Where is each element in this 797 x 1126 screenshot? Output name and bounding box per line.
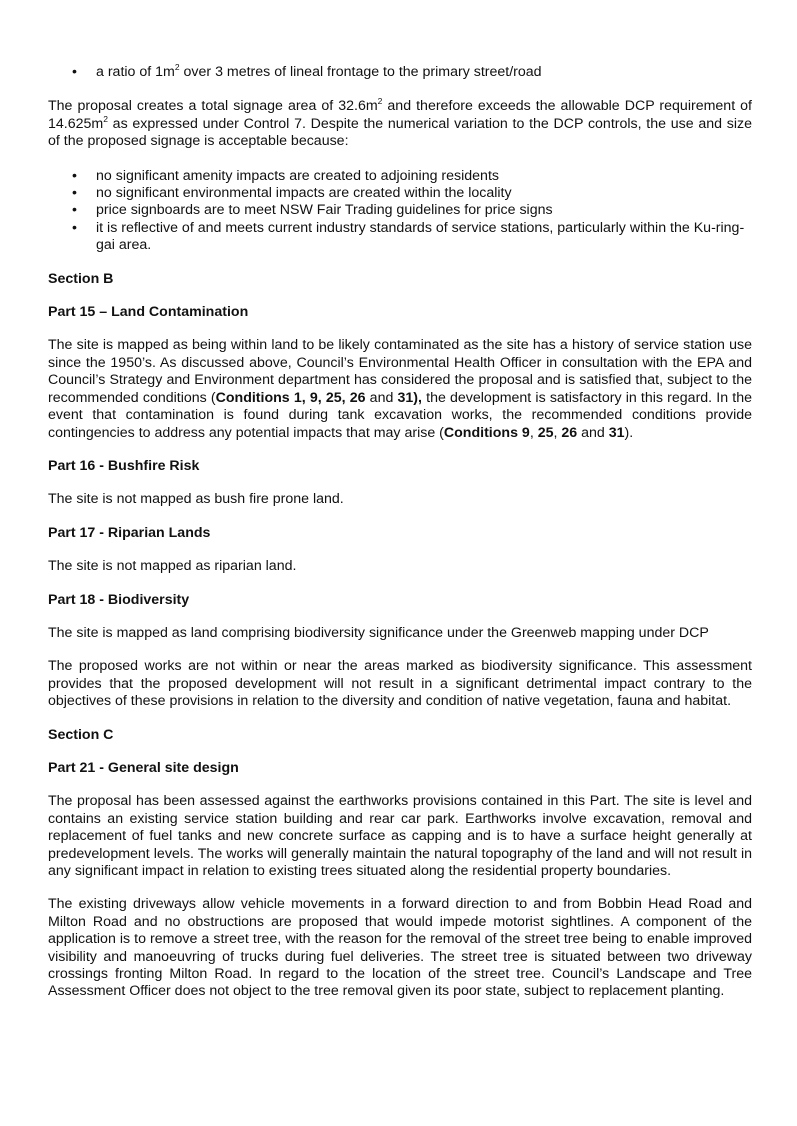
part16-paragraph: The site is not mapped as bush fire prone land. bbox=[48, 491, 344, 508]
part21-paragraph-2: The existing driveways allow vehicle movements in a forward direction to and from Bobbin Head Road and Milton Road and no obstructions are proposed that would impede motorist sightlines. A component of the application is to remove a street tree, with the reason for the removal of the street tree being to enable improved visibility and manoeuvring of trucks during fuel deliveries. The street tree is situated between two driveway crossings fronting Milton Road. In regard to the location of the street tree. Council’s Landscape and Tree Assessment Officer does not object to the tree removal given its poor state, subject to replacement planting. bbox=[48, 896, 752, 1000]
part15-paragraph: The site is mapped as being within land to be likely contaminated as the site has a history of service station use since the 1950’s. As discussed above, Council’s Environmental Health Officer in consultation with the EPA and Council’s Strategy and Environment department has considered the proposal and is satisfied that, subject to the recommended conditions (Conditions 1, 9, 25, 26 and 31), the development is satisfactory in this regard. In the event that contamination is found during tank excavation works, the recommended conditions provide contingencies to address any potential impacts that may arise (Conditions 9, 25, 26 and 31). bbox=[48, 337, 752, 441]
part18-heading: Part 18 - Biodiversity bbox=[48, 591, 190, 608]
document-body bbox=[48, 64, 752, 1001]
section-b-heading: Section B bbox=[48, 270, 114, 287]
part21-paragraph-1: The proposal has been assessed against the earthworks provisions contained in this Part. The site is level and contains an existing service station building and rear car park. Earthworks involve excavation, removal and replacement of fuel tanks and new concrete surface as capping and is to have a surface height generally at predevelopment levels. The works will generally maintain the natural topography of the land and will not result in any significant impact in relation to existing trees situated along the residential property boundaries. bbox=[48, 793, 752, 879]
list-item: • no significant amenity impacts are created to adjoining residents bbox=[48, 168, 752, 185]
part17-paragraph: The site is not mapped as riparian land. bbox=[48, 558, 297, 575]
ratio-bullet-list bbox=[48, 64, 752, 81]
list-item: • a ratio of $1m^2$ over 3 metres of lineal frontage to the primary street/road bbox=[48, 64, 752, 81]
signage-paragraph: The proposal creates a total signage area of $32.6m^2$ and therefore exceeds the allowable DCP requirement of $14.625m^2$ as expressed under Control 7. Despite the numerical variation to the DCP controls, the use and size of the proposed signage is acceptable because: bbox=[48, 96, 752, 150]
part16-heading: Part 16 - Bushfire Risk bbox=[48, 457, 200, 474]
part18-paragraph-1: The site is mapped as land comprising biodiversity significance under the Greenweb mapping under DCP bbox=[48, 624, 709, 641]
list-item: • it is reflective of and meets current industry standards of service stations, particularly within the Ku-ring-gai area. bbox=[48, 220, 752, 255]
part15-heading: Part 15 – Land Contamination bbox=[48, 304, 249, 321]
section-c-heading: Section C bbox=[48, 726, 114, 743]
list-item: • no significant environmental impacts are created within the locality bbox=[48, 185, 752, 202]
signage-reasons-list bbox=[48, 168, 752, 255]
part17-heading: Part 17 - Riparian Lands bbox=[48, 524, 211, 541]
part18-paragraph-2: The proposed works are not within or near the areas marked as biodiversity significance. This assessment provides that the proposed development will not result in a significant detrimental impact contrary to the objectives of these provisions in relation to the diversity and condition of native vegetation, fauna and habitat. bbox=[48, 658, 752, 710]
list-item: • price signboards are to meet NSW Fair Trading guidelines for price signs bbox=[48, 202, 752, 219]
part21-heading: Part 21 - General site design bbox=[48, 759, 239, 776]
